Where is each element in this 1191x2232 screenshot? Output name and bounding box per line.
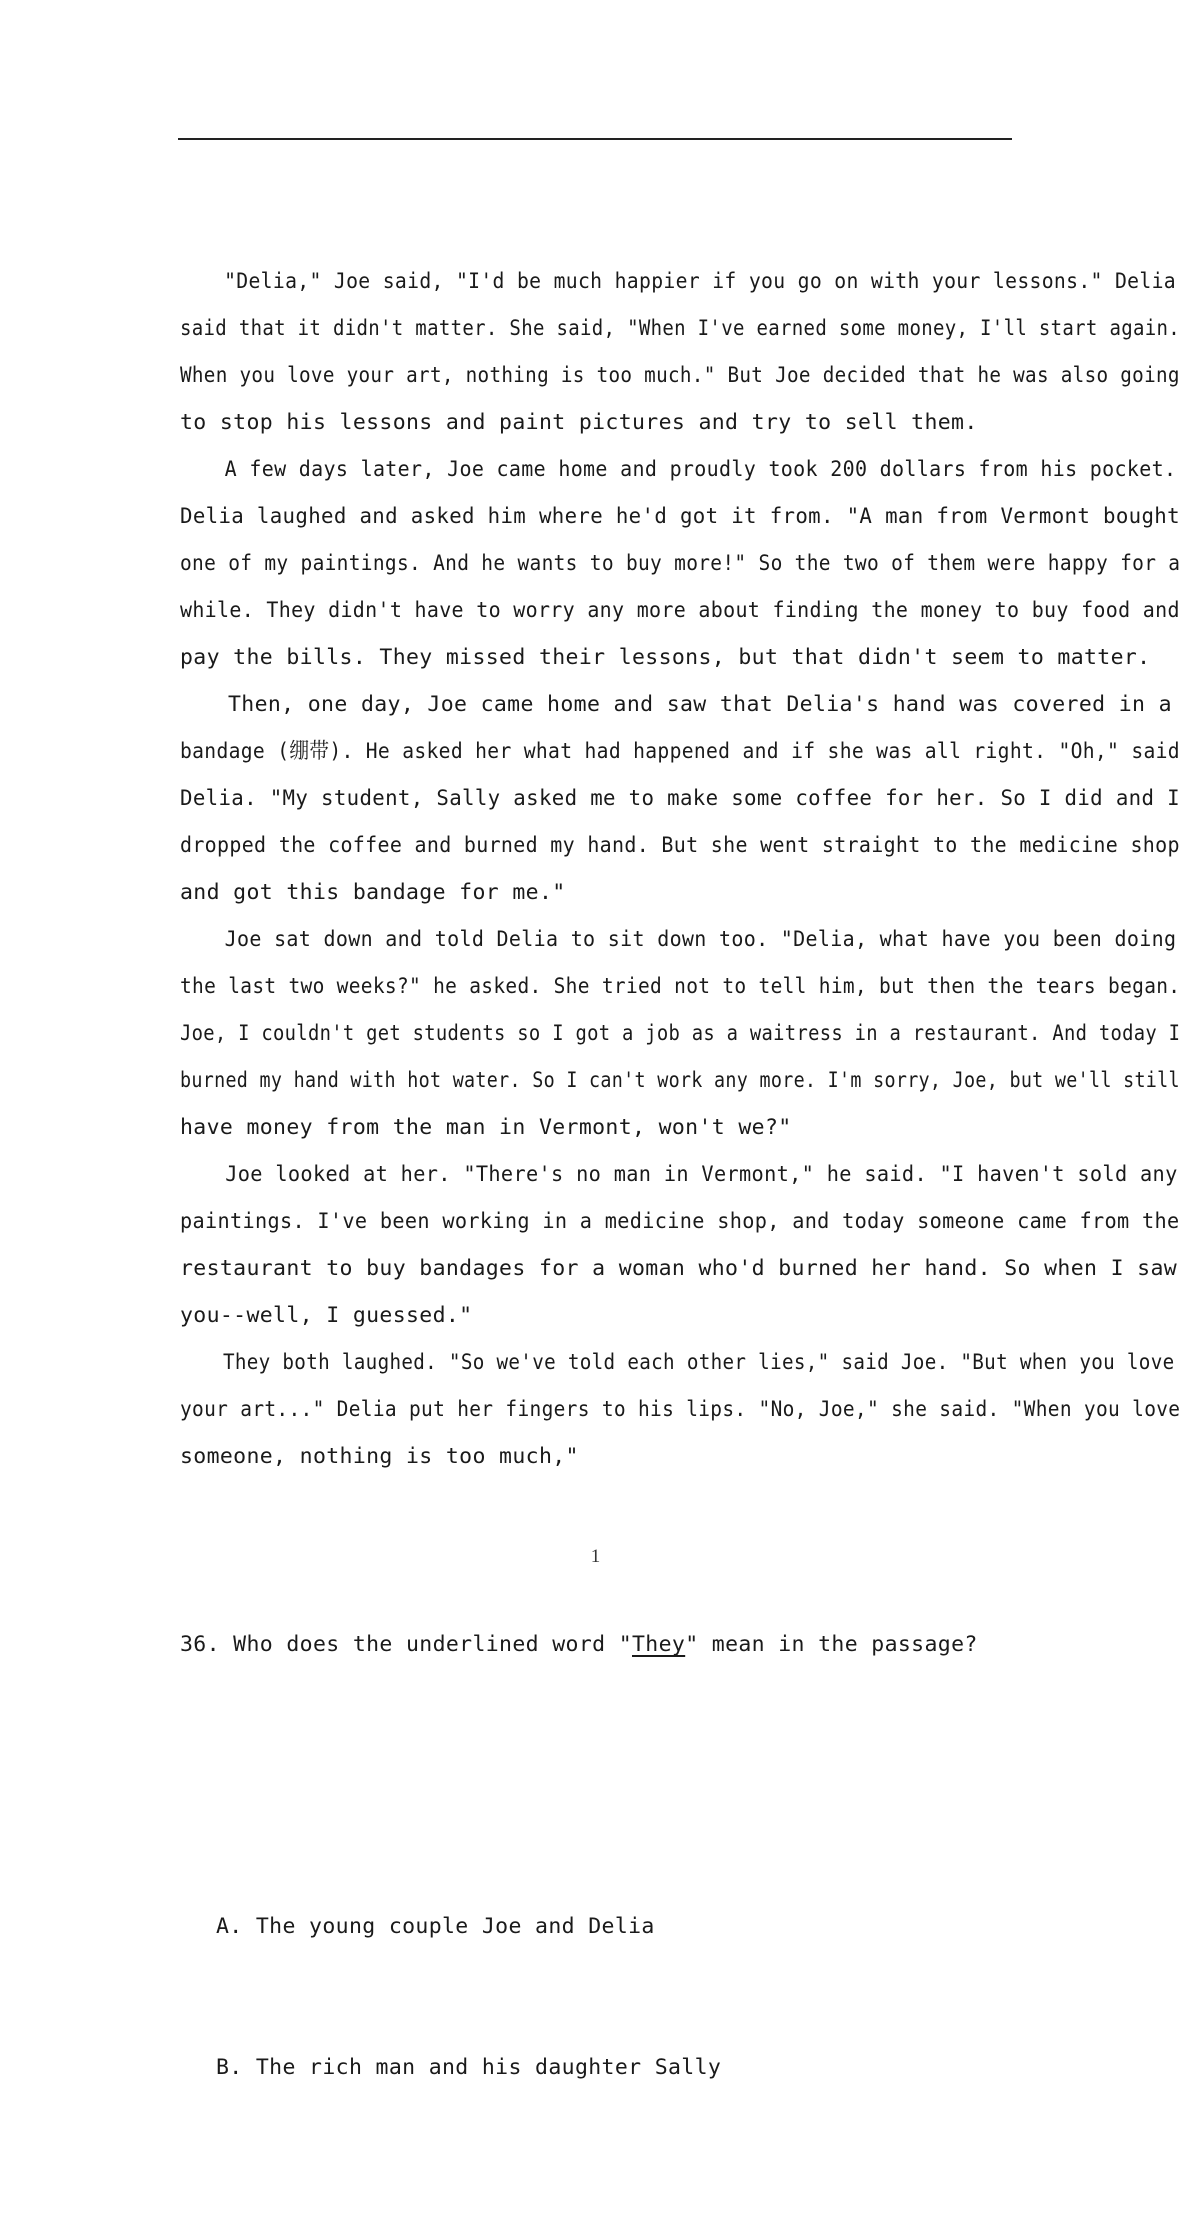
passage-line: dropped the coffee and burned my hand. But she went straight to the medicine shop xyxy=(180,833,1180,858)
passage-line: the last two weeks?" he asked. She tried not to tell him, but then the tears began. xyxy=(180,974,1181,999)
passage-line: pay the bills. They missed their lessons, but that didn't seem to matter. xyxy=(180,645,1151,670)
passage-line: When you love your art, nothing is too much." But Joe decided that he was also going xyxy=(180,363,1180,388)
passage-line: you--well, I guessed." xyxy=(180,1303,473,1328)
passage-line: and got this bandage for me." xyxy=(180,880,566,905)
question-stem xyxy=(180,1621,1180,1668)
passage-line: while. They didn't have to worry any more about finding the money to buy food and xyxy=(180,598,1180,623)
header-rule xyxy=(178,138,1012,140)
passage-line: said that it didn't matter. She said, "When I've earned some money, I'll start again. xyxy=(180,316,1181,341)
option-b[interactable]: B. The rich man and his daughter Sally xyxy=(216,2055,722,2080)
underlined-word: They xyxy=(632,1632,686,1657)
passage-line: Delia. "My student, Sally asked me to make some coffee for her. So I did and I xyxy=(180,786,1180,811)
passage xyxy=(180,258,1180,1480)
passage-line: A few days later, Joe came home and proudly took 200 dollars from his pocket. xyxy=(224,457,1177,482)
option-a[interactable]: A. The young couple Joe and Delia xyxy=(216,1914,655,1939)
answer-options xyxy=(180,1809,1180,2185)
passage-line: have money from the man in Vermont, won't we?" xyxy=(180,1115,792,1140)
passage-line: Joe looked at her. "There's no man in Vermont," he said. "I haven't sold any xyxy=(225,1162,1178,1187)
question-prefix: 36. Who does the underlined word " xyxy=(180,1632,632,1657)
passage-line: Joe sat down and told Delia to sit down too. "Delia, what have you been doing xyxy=(224,927,1177,952)
question-suffix: " mean in the passage? xyxy=(685,1632,978,1657)
passage-line: Then, one day, Joe came home and saw that Delia's hand was covered in a xyxy=(228,692,1172,717)
passage-line: "Delia," Joe said, "I'd be much happier if you go on with your lessons." Delia xyxy=(224,269,1176,294)
passage-line: restaurant to buy bandages for a woman who'd burned her hand. So when I saw xyxy=(180,1256,1178,1281)
passage-line: paintings. I've been working in a medicine shop, and today someone came from the xyxy=(180,1209,1180,1234)
passage-line: one of my paintings. And he wants to buy more!" So the two of them were happy for a xyxy=(180,551,1181,576)
passage-line: Delia laughed and asked him where he'd got it from. "A man from Vermont bought xyxy=(180,504,1180,529)
passage-line: someone, nothing is too much," xyxy=(180,1444,579,1469)
passage-line: Joe, I couldn't get students so I got a job as a waitress in a restaurant. And today I xyxy=(180,1021,1181,1046)
page-number: 1 xyxy=(590,1546,601,1567)
passage-line: bandage (绷带). He asked her what had happened and if she was all right. "Oh," said xyxy=(180,739,1180,764)
passage-line: to stop his lessons and paint pictures and try to sell them. xyxy=(180,410,978,435)
passage-line: your art..." Delia put her fingers to his lips. "No, Joe," she said. "When you love xyxy=(180,1397,1181,1422)
passage-line: They both laughed. "So we've told each other lies," said Joe. "But when you love xyxy=(222,1350,1175,1375)
document-body xyxy=(180,164,1180,2232)
passage-line: burned my hand with hot water. So I can't work any more. I'm sorry, Joe, but we'll still xyxy=(180,1068,1180,1093)
